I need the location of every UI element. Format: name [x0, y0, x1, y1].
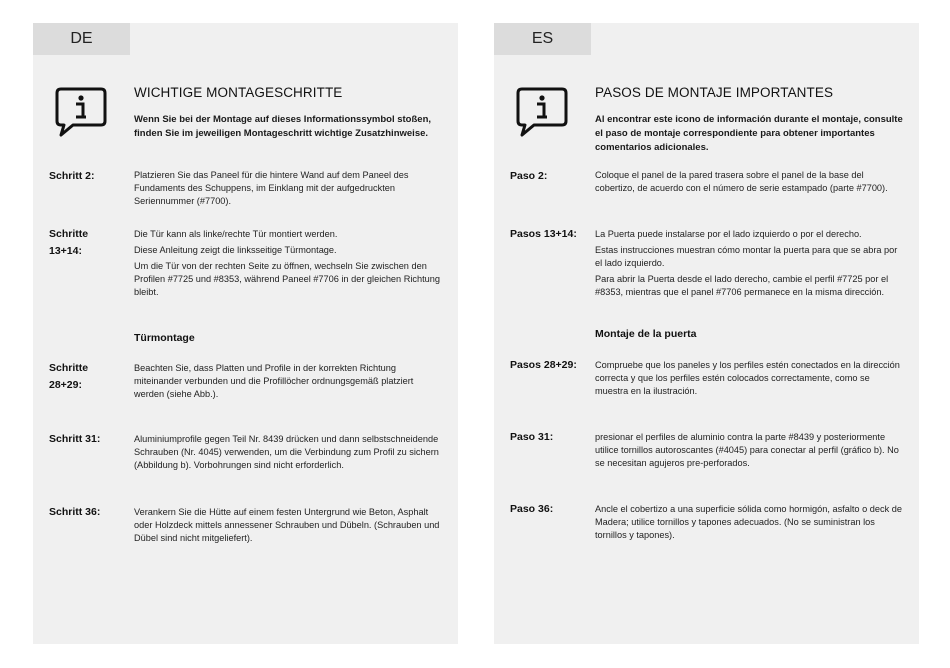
- step-label: Pasos 28+29:: [510, 359, 577, 371]
- step-text: [595, 169, 905, 198]
- step-label: Schritt 36:: [49, 506, 101, 518]
- step-paragraph: presionar el perfiles de aluminio contra la parte #8439 y posteriormente utilice tornillos autoroscantes (#4045) para conectar al perfil (gráfico b). No se necesitan agujeros pre-perforados.: [595, 432, 899, 468]
- step-label: Paso 36:: [510, 503, 554, 515]
- step-paragraph: Die Tür kann als linke/rechte Tür montiert werden.: [134, 229, 338, 239]
- intro-text: Al encontrar este icono de información durante el montaje, consulte el paso de montaje correspondiente para obtener importantes comentarios adicionales.: [595, 114, 903, 153]
- step-label: Schritt 31:: [49, 433, 101, 445]
- sub-heading: Türmontage: [134, 332, 195, 344]
- info-icon: [514, 85, 570, 137]
- page-heading: WICHTIGE MONTAGESCHRITTE: [134, 85, 343, 100]
- step-paragraph: Beachten Sie, dass Platten und Profile in der korrekten Richtung miteinander verbunden und die Profillöcher ordnungsgemäß platziert werden (siehe Abb.).: [134, 363, 414, 399]
- step-text: [134, 362, 444, 404]
- step-paragraph: Diese Anleitung zeigt die linksseitige Türmontage.: [134, 245, 337, 255]
- language-tab-es: ES: [494, 23, 591, 55]
- sub-heading: Montaje de la puerta: [595, 328, 697, 340]
- step-paragraph: Compruebe que los paneles y los perfiles estén conectados en la dirección correcta y que los perfiles estén colocados correctamente, como se muestra en la ilustración.: [595, 360, 900, 396]
- step-text: [134, 506, 444, 548]
- step-paragraph: Coloque el panel de la pared trasera sobre el panel de la base del cobertizo, de acuerdo con el número de serie estampado (parte #7700).: [595, 170, 888, 193]
- step-paragraph: Um die Tür von der rechten Seite zu öffnen, wechseln Sie zwischen den Profilen #7725 und #8353, während Paneel #7706 in der gleichen Richtung bleibt.: [134, 261, 440, 297]
- step-paragraph: La Puerta puede instalarse por el lado izquierdo o por el derecho.: [595, 229, 862, 239]
- step-text: [134, 228, 444, 302]
- page-de: [33, 23, 458, 644]
- page-es: [494, 23, 919, 644]
- step-paragraph: Platzieren Sie das Paneel für die hintere Wand auf dem Paneel des Fundaments des Schuppens, im Einklang mit der aufgedruckten Seriennummer (#7700).: [134, 170, 409, 206]
- step-text: [595, 503, 905, 545]
- step-paragraph: Verankern Sie die Hütte auf einem festen Untergrund wie Beton, Asphalt oder Holzdeck mittels annessener Schrauben und Dübeln. (Schrauben und Dübel sind nicht mitgeliefert).: [134, 507, 440, 543]
- step-label: Schritte 28+29:: [49, 362, 89, 391]
- step-paragraph: Ancle el cobertizo a una superficie sólida como hormigón, asfalto o deck de Madera; utilice tornillos y tapones adecuados. (No se suministran los tornillos y tapones).: [595, 504, 902, 540]
- language-tab-de: DE: [33, 23, 130, 55]
- step-label: Schritte 13+14:: [49, 228, 89, 257]
- step-label: Paso 2:: [510, 170, 548, 182]
- step-text: [134, 169, 444, 211]
- step-text: [595, 431, 905, 473]
- step-paragraph: Para abrir la Puerta desde el lado derecho, cambie el perfil #7725 por el #8353, mientras que el panel #7706 permanece en la misma dirección.: [595, 274, 889, 297]
- intro-text: Wenn Sie bei der Montage auf dieses Informationssymbol stoßen, finden Sie im jeweiligen Montageschritt wichtige Zusatzhinweise.: [134, 114, 432, 139]
- info-icon: [53, 85, 109, 137]
- step-paragraph: Aluminiumprofile gegen Teil Nr. 8439 drücken und dann selbstschneidende Schrauben (Nr. 4045) verwenden, um die Verbindung zum Profil zu sichern (Abbildung b). Vorbohrungen sind nicht erforderlich.: [134, 434, 439, 470]
- step-text: [134, 433, 444, 475]
- step-label: Pasos 13+14:: [510, 228, 577, 240]
- step-label: Schritt 2:: [49, 170, 95, 182]
- page-heading: PASOS DE MONTAJE IMPORTANTES: [595, 85, 834, 100]
- step-paragraph: Estas instrucciones muestran cómo montar la puerta para que se abra por el lado izquierdo.: [595, 245, 898, 268]
- step-text: [595, 228, 905, 302]
- step-label: Paso 31:: [510, 431, 554, 443]
- step-text: [595, 359, 905, 401]
